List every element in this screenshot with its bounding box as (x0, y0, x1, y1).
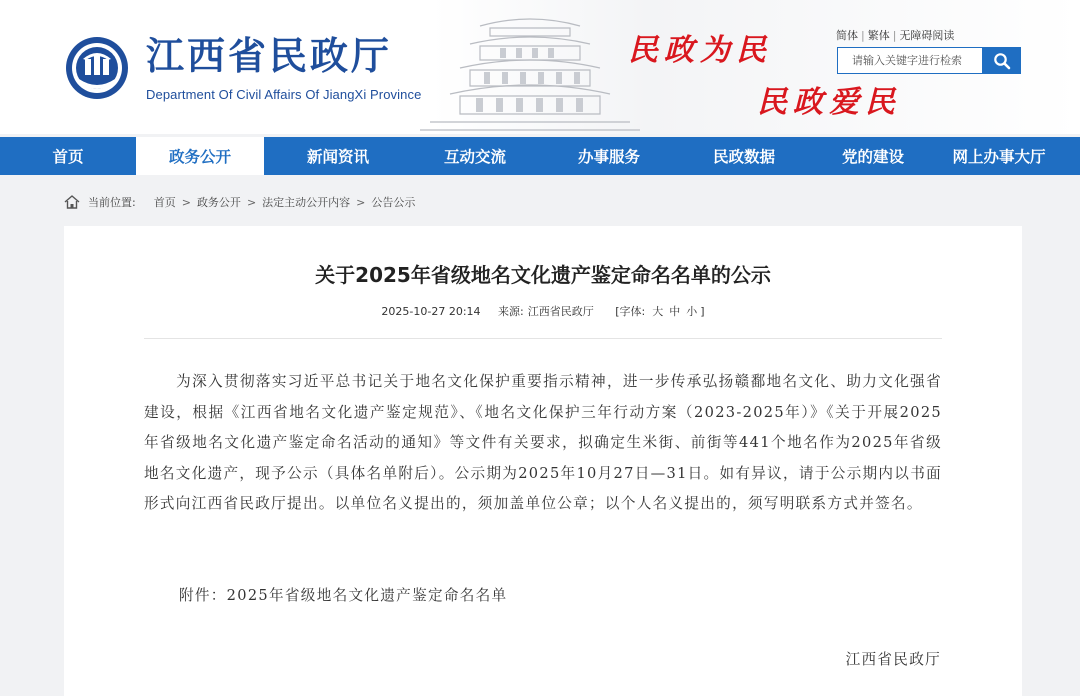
main-nav (0, 137, 1080, 175)
traditional-chinese-link[interactable]: 繁体 (867, 29, 890, 42)
attachment-link[interactable]: 附件：2025年省级地名文化遗产鉴定命名名单 (179, 587, 508, 604)
breadcrumb-item-gov-affairs[interactable]: 政务公开 (196, 196, 241, 209)
breadcrumb-item-announcements[interactable]: 公告公示 (371, 196, 416, 209)
language-links (836, 27, 954, 43)
site-title[interactable]: 江西省民政厅 (146, 34, 393, 78)
search-icon (993, 52, 1011, 70)
tengwang-pavilion-icon (420, 6, 640, 134)
breadcrumb-item-statutory-content[interactable]: 法定主动公开内容 (262, 196, 351, 209)
font-size-small-button[interactable]: 小 (686, 305, 698, 318)
breadcrumb (64, 193, 415, 211)
nav-item-services[interactable]: 办事服务 (577, 148, 640, 166)
search-input[interactable] (838, 48, 982, 73)
nav-item-gov-affairs[interactable]: 政务公开 (136, 137, 264, 175)
article-title: 关于2025年省级地名文化遗产鉴定命名名单的公示 (315, 263, 771, 287)
breadcrumb-prefix: 当前位置: (88, 196, 136, 209)
search-box (837, 47, 983, 74)
accessibility-link[interactable]: 无障碍阅读 (899, 29, 955, 42)
font-size-label: [字体: (615, 305, 646, 318)
article-meta (64, 303, 1022, 319)
source-label: 来源: (498, 305, 524, 318)
separator: | (861, 29, 865, 42)
article-body: 为深入贯彻落实习近平总书记关于地名文化保护重要指示精神，进一步传承弘扬赣鄱地名文化、助力文化强省建设，根据《江西省地名文化遗产鉴定规范》、《地名文化保护三年行动方案（2023-2025年）》《关于开展2025年省级地名文化遗产鉴定命名活动的通知》等文件有关要求，拟确定生米街、前街等441个地名作为2025年省级地名文化遗产，现予公示（具体名单附后）。公示期为2025年10月27日—31日。如有异议，请于公示期内以书面形式向江西省民政厅提出。以单位名义提出的，须加盖单位公章；以个人名义提出的，须写明联系方式并签名。 (144, 373, 942, 512)
breadcrumb-separator: > (246, 195, 257, 209)
search-button[interactable] (983, 47, 1021, 74)
nav-item-party-building[interactable]: 党的建设 (841, 148, 904, 166)
slogan-line-1: 民政为民 (628, 33, 772, 68)
slogan-line-2: 民政爱民 (757, 85, 901, 120)
publish-date: 2025-10-27 20:14 (381, 305, 481, 318)
home-icon (64, 195, 80, 209)
separator: | (892, 29, 897, 42)
nav-item-data[interactable]: 民政数据 (712, 148, 775, 166)
article-panel (64, 226, 1022, 696)
font-size-large-button[interactable]: 大 (652, 305, 664, 318)
font-size-medium-button[interactable]: 中 (669, 305, 681, 318)
site-header (0, 0, 1080, 134)
civil-affairs-emblem-icon[interactable] (64, 35, 130, 101)
breadcrumb-item-home[interactable]: 首页 (153, 196, 176, 209)
site-subtitle: Department Of Civil Affairs Of JiangXi Province (146, 87, 422, 102)
nav-item-news[interactable]: 新闻资讯 (306, 148, 369, 166)
meta-divider (144, 338, 942, 339)
signature: 江西省民政厅 (845, 651, 941, 668)
font-size-close: ] (700, 305, 705, 318)
nav-item-home[interactable]: 首页 (52, 148, 84, 166)
source-value: 江西省民政厅 (527, 305, 594, 318)
breadcrumb-separator: > (181, 195, 191, 209)
nav-item-interaction[interactable]: 互动交流 (443, 148, 506, 166)
nav-item-online-hall[interactable]: 网上办事大厅 (952, 148, 1046, 166)
breadcrumb-separator: > (356, 195, 366, 209)
simplified-chinese-link[interactable]: 简体 (836, 29, 858, 42)
